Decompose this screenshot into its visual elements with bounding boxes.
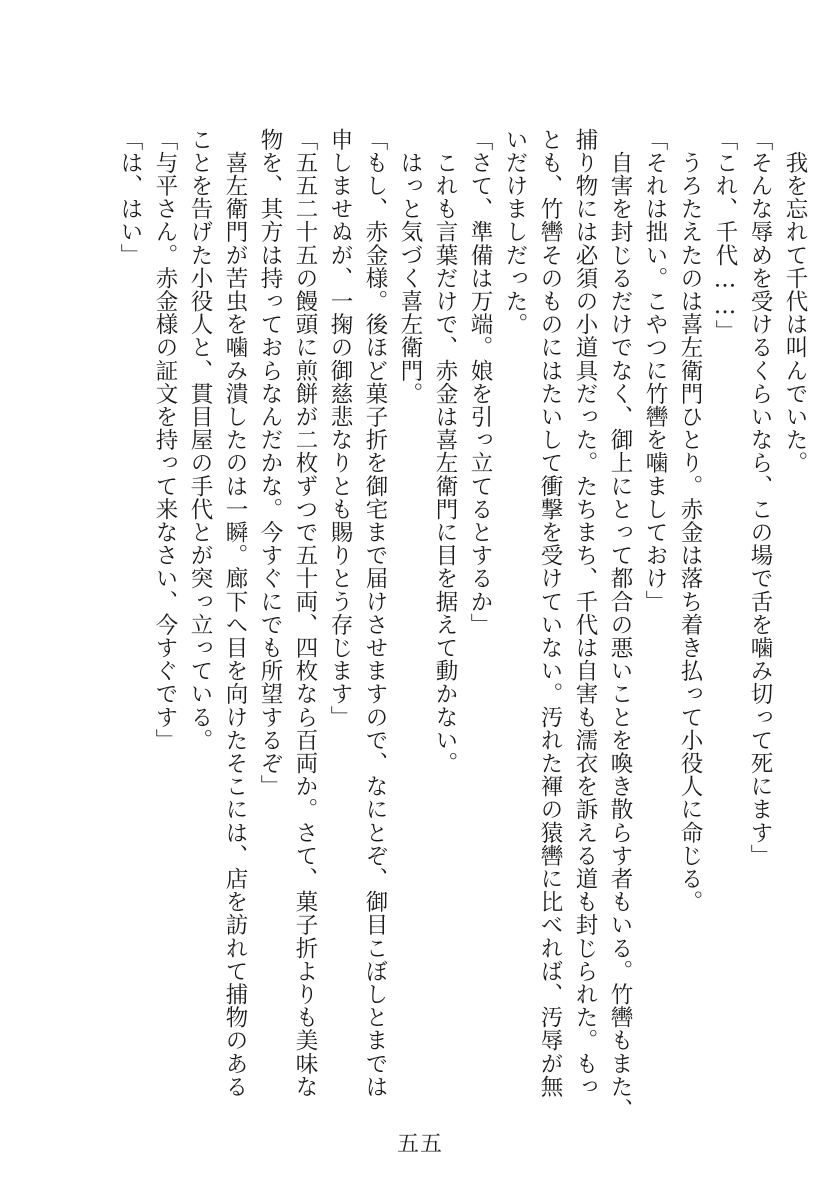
text-line: 物を、其方は持っておらなんだかな。今すぐにでも所望するぞ」 bbox=[257, 128, 283, 798]
text-line: 申しませぬが、一掬の御慈悲なりとも賜りとう存じます」 bbox=[327, 128, 353, 729]
text-line: 「そんな辱めを受けるくらいなら、この場で舌を噛み切って死にます」 bbox=[747, 128, 773, 868]
text-line: 「は、はい」 bbox=[117, 128, 143, 267]
text-line: はっと気づく喜左衛門。 bbox=[397, 128, 423, 406]
text-line: うろたえたのは喜左衛門ひとり。赤金は落ち着き払って小役人に命じる。 bbox=[677, 128, 703, 914]
text-line: 「もし、赤金様。後ほど菓子折を御宅まで届けさせますので、なにとぞ、御目こぼしとまでは bbox=[362, 128, 388, 1099]
text-line: 「これ、千代……」 bbox=[712, 128, 738, 343]
text-line: 「それは拙い。こやつに竹轡を噛ましておけ」 bbox=[642, 128, 668, 614]
text-line: ことを告げた小役人と、貫目屋の手代とが突っ立っている。 bbox=[187, 128, 213, 752]
text-line: 「五五二十五の饅頭に煎餅が二枚ずつで五十両、四枚なら百両か。さて、菓子折よりも美味な bbox=[292, 128, 318, 1099]
text-line: これも言葉だけで、赤金は喜左衛門に目を据えて動かない。 bbox=[432, 128, 458, 775]
text-line: 捕り物には必須の小道具だった。たちまち、千代は自害も濡衣を訴える道も封じられた。もっ bbox=[572, 128, 598, 1099]
text-line: 我を忘れて千代は叫んでいた。 bbox=[782, 128, 808, 475]
text-line: 「与平さん。赤金様の証文を持って来なさい、今すぐです」 bbox=[152, 128, 178, 752]
page-number: 五五 bbox=[396, 1132, 443, 1157]
text-line: 喜左衛門が苦虫を噛み潰したのは一瞬。廊下へ目を向けたそこには、店を訪れて捕物のある bbox=[222, 128, 248, 1099]
text-line: 「さて、準備は万端。娘を引っ立てるとするか」 bbox=[467, 128, 493, 637]
text-line: とも、竹轡そのものにはたいして衝撃を受けていない。汚れた褌の猿轡に比べれば、汚辱が無 bbox=[537, 128, 563, 1099]
text-line: いだけましだった。 bbox=[502, 128, 528, 336]
body-text bbox=[112, 128, 812, 1122]
text-line: 自害を封じるだけでなく、御上にとって都合の悪いことを喚き散らす者もいる。竹轡もまた、 bbox=[607, 128, 633, 1122]
